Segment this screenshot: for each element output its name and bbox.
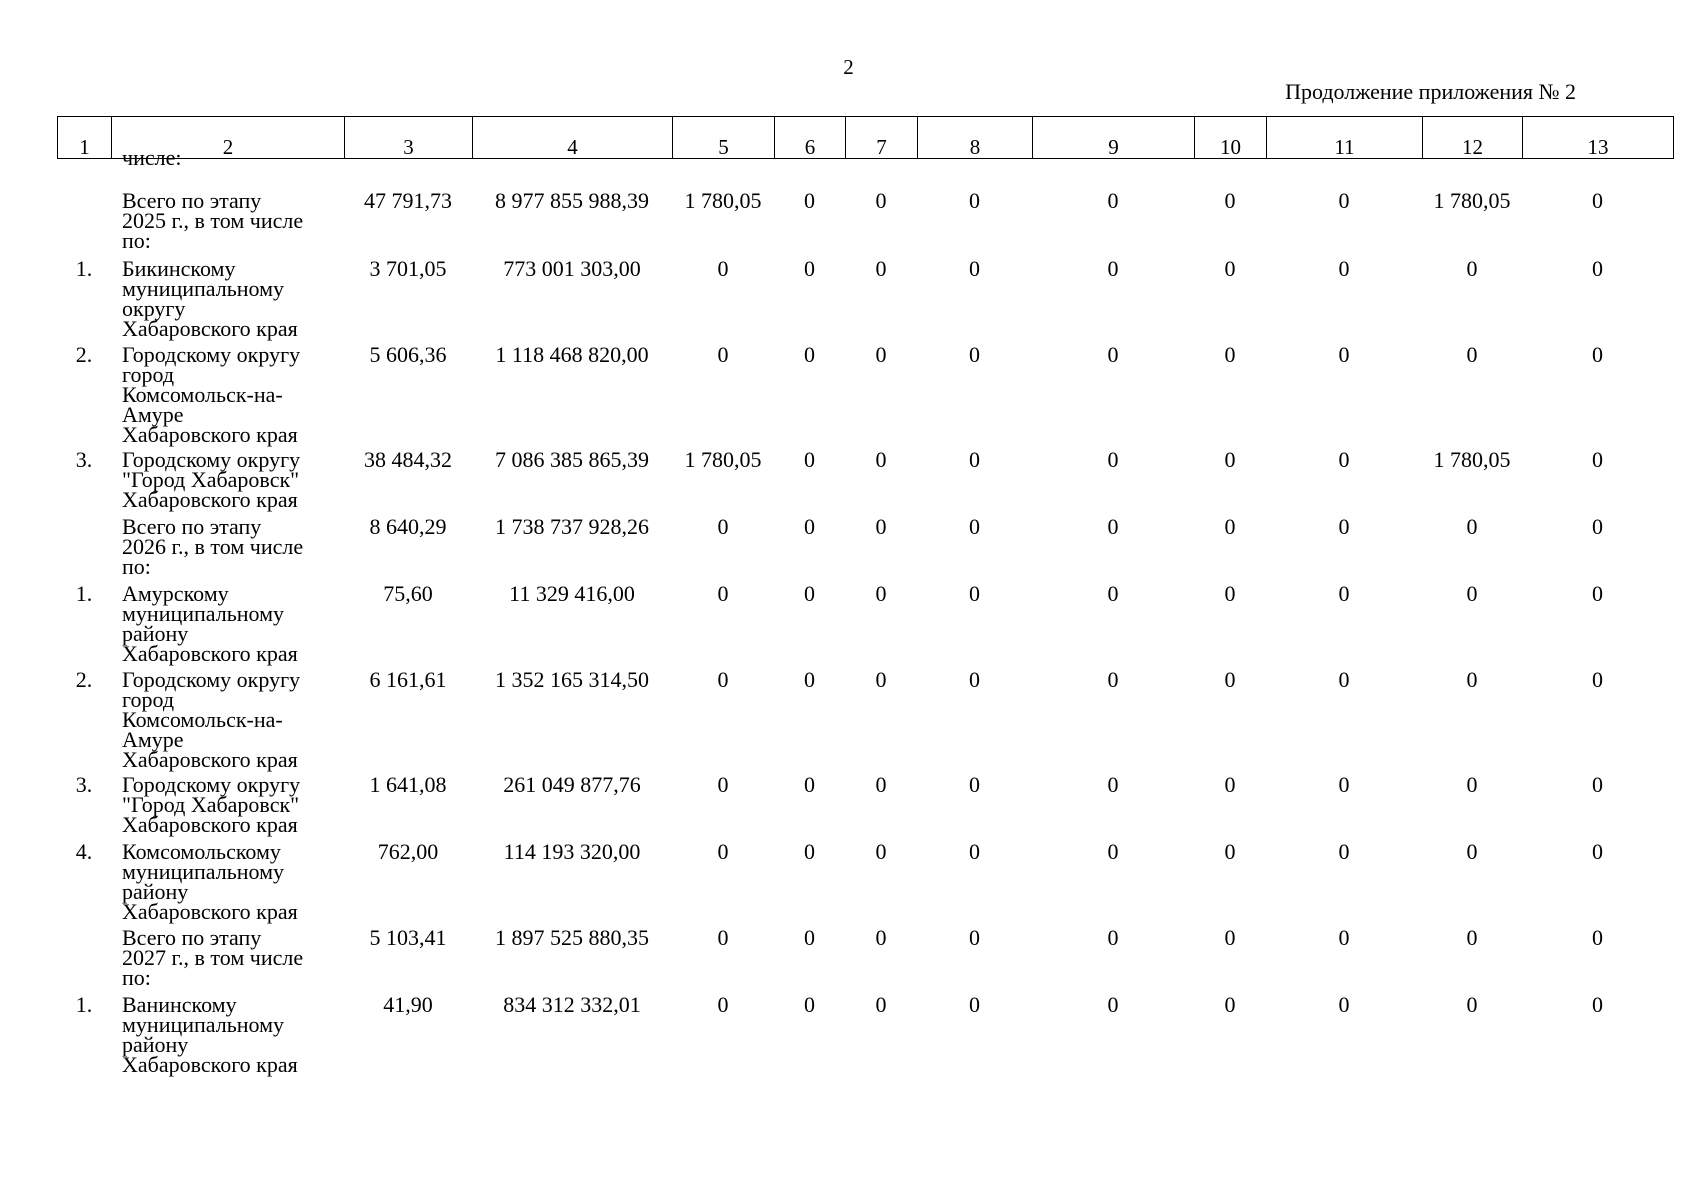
cell-col-9: 0 [1107,342,1119,367]
header-col-13: 13 [1523,117,1674,159]
cell-col-10: 0 [1224,667,1236,692]
cell-col-8: 0 [969,514,980,539]
cell-col-4: 8 977 855 988,39 [495,188,649,213]
header-col-12: 12 [1423,117,1523,159]
row-name [111,514,344,579]
header-col-6: 6 [775,117,846,159]
row-name-line: город [122,687,175,712]
cell-col-11: 0 [1338,925,1350,950]
row-name [111,839,344,924]
row-name-line: Городскому округу [122,447,301,472]
cell-col-4: 1 738 737 928,26 [495,514,649,539]
row-name-line: Городскому округу [122,772,301,797]
row-name-line: району [122,879,189,904]
cell-col-10: 0 [1224,581,1236,606]
cell-col-13: 0 [1592,839,1603,864]
cell-col-6: 0 [804,188,815,213]
row-name [111,925,344,990]
cell-col-12: 0 [1466,342,1478,367]
row-name-line: муниципальному [122,276,285,301]
cell-col-3: 41,90 [383,992,433,1017]
cell-col-9: 0 [1107,772,1119,797]
cell-col-3: 5 606,36 [369,342,447,367]
row-name-line: муниципальному [122,859,285,884]
cell-col-6: 0 [804,839,815,864]
cell-col-13: 0 [1592,342,1603,367]
cell-col-5: 0 [717,514,729,539]
row-name-line: Всего по этапу [122,514,262,539]
cell-col-9: 0 [1107,581,1119,606]
header-col-4: 4 [473,117,673,159]
table-row [57,581,1673,670]
cell-col-6: 0 [804,342,815,367]
row-name-line: Амурскому [122,581,229,606]
row-number: 3. [75,772,93,797]
cell-col-13: 0 [1592,581,1603,606]
row-number: 2. [75,667,93,692]
cell-col-9: 0 [1107,839,1119,864]
cell-col-9: 0 [1107,925,1119,950]
row-number: 2. [75,342,93,367]
cell-col-8: 0 [969,581,980,606]
cell-col-4: 11 329 416,00 [509,581,635,606]
cell-col-3: 762,00 [377,839,439,864]
cell-col-5: 0 [717,667,729,692]
cell-col-7: 0 [875,514,887,539]
cell-col-7: 0 [875,188,887,213]
cell-col-6: 0 [804,447,815,472]
row-name-line: округу [122,296,186,321]
table-row [57,992,1673,1081]
row-name-line: город [122,362,175,387]
cell-col-10: 0 [1224,188,1236,213]
cell-col-5: 0 [717,925,729,950]
header-col-8: 8 [918,117,1033,159]
cell-col-4: 1 118 468 820,00 [495,342,649,367]
row-name-line: 2027 г., в том числе [122,945,304,970]
header-col-7: 7 [846,117,918,159]
row-name-line: Комсомольск-на- [122,707,283,732]
cell-col-10: 0 [1224,925,1236,950]
cell-col-10: 0 [1224,256,1236,281]
table-row [57,839,1673,928]
row-name [111,188,344,253]
cell-col-11: 0 [1338,342,1350,367]
table-body [57,145,1673,1081]
row-name [111,447,344,512]
cell-col-13: 0 [1592,772,1603,797]
cell-col-9: 0 [1107,256,1119,281]
row-name-line: Хабаровского края [122,1052,298,1077]
table-row [57,925,1673,995]
cell-col-5: 1 780,05 [684,188,762,213]
row-name-line: Амуре [122,727,184,752]
cell-col-13: 0 [1592,667,1603,692]
cell-col-6: 0 [804,772,815,797]
cell-col-11: 0 [1338,772,1350,797]
appendix-continuation-title: Продолжение приложения № 2 [1285,79,1576,104]
cell-col-9: 0 [1107,447,1119,472]
cell-col-11: 0 [1338,992,1350,1017]
header-col-10: 10 [1195,117,1267,159]
cell-col-8: 0 [969,447,980,472]
page-number: 2 [843,55,854,79]
cell-col-7: 0 [875,447,887,472]
cell-col-12: 0 [1466,514,1478,539]
cell-col-8: 0 [969,925,980,950]
cell-col-12: 0 [1466,925,1478,950]
cell-col-5: 0 [717,992,729,1017]
cell-col-6: 0 [804,992,815,1017]
cell-col-13: 0 [1592,447,1603,472]
row-number: 3. [75,447,93,472]
cell-col-12: 0 [1466,256,1478,281]
header-col-2: 2 [112,117,345,159]
cell-col-13: 0 [1592,925,1603,950]
cell-col-3: 8 640,29 [369,514,447,539]
cell-col-7: 0 [875,256,887,281]
cell-col-8: 0 [969,992,980,1017]
cell-col-11: 0 [1338,188,1350,213]
header-col-1: 1 [58,117,112,159]
cell-col-10: 0 [1224,514,1236,539]
cell-col-12: 1 780,05 [1433,447,1511,472]
cell-col-5: 0 [717,342,729,367]
cell-col-7: 0 [875,925,887,950]
cell-col-11: 0 [1338,839,1350,864]
cell-col-12: 0 [1466,667,1478,692]
row-name [111,667,344,772]
cell-col-3: 1 641,08 [369,772,447,797]
cell-col-8: 0 [969,667,980,692]
cell-col-9: 0 [1107,667,1119,692]
cell-col-13: 0 [1592,256,1603,281]
header-col-3: 3 [345,117,473,159]
table-row [57,447,1673,517]
cell-col-4: 261 049 877,76 [503,772,641,797]
row-name-line: муниципальному [122,1012,285,1037]
cell-col-5: 0 [717,581,729,606]
cell-col-4: 834 312 332,01 [503,992,641,1017]
row-name-line: Комсомольскому [122,839,281,864]
cell-col-6: 0 [804,514,815,539]
row-name [111,581,344,666]
row-name-line: Амуре [122,402,184,427]
cell-col-9: 0 [1107,992,1119,1017]
row-name-line: Городскому округу [122,342,301,367]
cell-col-6: 0 [804,925,815,950]
table-row [57,342,1673,450]
table-row [57,772,1673,842]
cell-col-11: 0 [1338,256,1350,281]
cell-col-4: 1 897 525 880,35 [495,925,649,950]
row-name-line: Хабаровского края [122,641,298,666]
cell-col-3: 75,60 [383,581,433,606]
row-name-line: по: [122,965,151,990]
cell-col-5: 0 [717,256,729,281]
cell-col-10: 0 [1224,839,1236,864]
cell-col-12: 0 [1466,839,1478,864]
row-name-line: "Город Хабаровск" [122,467,300,492]
cell-col-8: 0 [969,256,980,281]
cell-col-4: 773 001 303,00 [503,256,641,281]
row-name-line: "Город Хабаровск" [122,792,300,817]
row-name-line: району [122,621,189,646]
row-name-line: Хабаровского края [122,487,298,512]
row-name [111,256,344,341]
row-name-line: Хабаровского края [122,422,298,447]
row-name [111,342,344,447]
cell-col-6: 0 [804,667,815,692]
row-name-line: Всего по этапу [122,925,262,950]
cell-col-4: 114 193 320,00 [503,839,641,864]
row-name-line: Бикинскому [122,256,236,281]
cell-col-7: 0 [875,992,887,1017]
cell-col-4: 7 086 385 865,39 [495,447,649,472]
cell-col-10: 0 [1224,772,1236,797]
row-name-line: Хабаровского края [122,747,298,772]
cell-col-6: 0 [804,581,815,606]
cell-col-3: 3 701,05 [369,256,447,281]
row-name-line: по: [122,554,151,579]
row-name-line: Комсомольск-на- [122,382,283,407]
header-col-9: 9 [1033,117,1195,159]
continuation-text: числе: [122,145,182,170]
row-name-line: Хабаровского края [122,812,298,837]
row-name [111,772,344,837]
cell-col-8: 0 [969,772,980,797]
cell-col-7: 0 [875,342,887,367]
cell-col-4: 1 352 165 314,50 [495,667,649,692]
cell-col-9: 0 [1107,188,1119,213]
row-number: 1. [75,581,93,606]
row-number: 1. [75,992,93,1017]
row-name-line: Хабаровского края [122,316,298,341]
row-name-line: Хабаровского края [122,899,298,924]
row-name-line: по: [122,228,151,253]
cell-col-3: 5 103,41 [369,925,447,950]
cell-col-12: 0 [1466,581,1478,606]
cell-col-3: 38 484,32 [364,447,452,472]
row-name-line: району [122,1032,189,1057]
row-name-line: Городскому округу [122,667,301,692]
cell-col-10: 0 [1224,992,1236,1017]
header-col-5: 5 [673,117,775,159]
cell-col-7: 0 [875,667,887,692]
cell-col-7: 0 [875,772,887,797]
cell-col-12: 0 [1466,772,1478,797]
cell-col-8: 0 [969,342,980,367]
row-name-line: 2025 г., в том числе [122,208,304,233]
cell-col-7: 0 [875,839,887,864]
cell-col-3: 6 161,61 [369,667,447,692]
cell-col-10: 0 [1224,447,1236,472]
header-col-11: 11 [1267,117,1423,159]
row-name [111,992,344,1077]
cell-col-13: 0 [1592,992,1603,1017]
cell-col-10: 0 [1224,342,1236,367]
cell-col-6: 0 [804,256,815,281]
cell-col-12: 0 [1466,992,1478,1017]
cell-col-12: 1 780,05 [1433,188,1511,213]
cell-col-13: 0 [1592,188,1603,213]
cell-col-11: 0 [1338,447,1350,472]
cell-col-11: 0 [1338,667,1350,692]
row-number: 1. [75,256,93,281]
cell-col-5: 0 [717,839,729,864]
table-row [57,188,1673,259]
row-name-line: Всего по этапу [122,188,262,213]
row-name-line: муниципальному [122,601,285,626]
row-name-line: Ванинскому [122,992,237,1017]
table-row [57,256,1673,345]
cell-col-5: 1 780,05 [684,447,762,472]
row-number: 4. [75,839,93,864]
cell-col-5: 0 [717,772,729,797]
cell-col-13: 0 [1592,514,1603,539]
cell-col-8: 0 [969,839,980,864]
cell-col-11: 0 [1338,581,1350,606]
cell-col-11: 0 [1338,514,1350,539]
cell-col-3: 47 791,73 [364,188,452,213]
table-row [57,514,1673,584]
row-name-line: 2026 г., в том числе [122,534,304,559]
table-row [57,667,1673,775]
cell-col-7: 0 [875,581,887,606]
cell-col-8: 0 [969,188,980,213]
cell-col-9: 0 [1107,514,1119,539]
